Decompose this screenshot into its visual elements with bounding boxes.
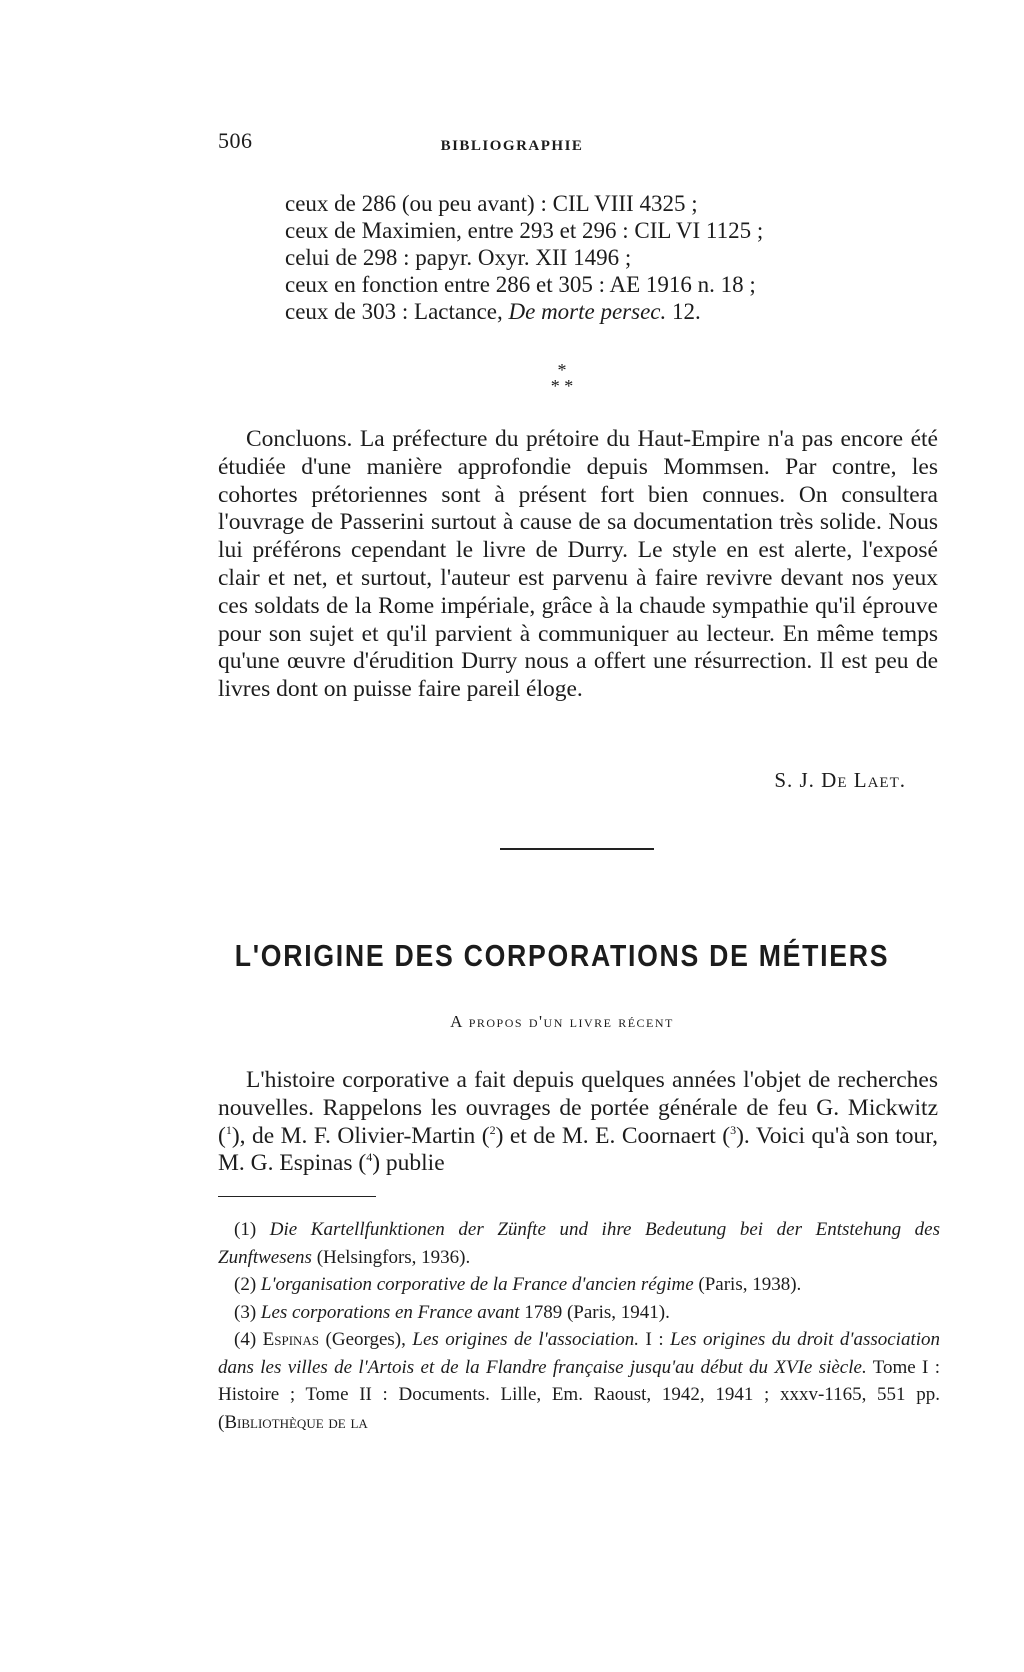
footnote-ref: 3 (730, 1122, 737, 1137)
footnote-title: Les origines de l'association. (412, 1329, 640, 1350)
intro-text: L'histoire corporative a fait depuis quelques années l'objet de recherches nouvelles. Rappelons les ouvrages de portée générale de feu G. Mickwitz (218, 1067, 938, 1121)
reference-line: ceux de 286 (ou peu avant) : CIL VIII 4325 ; (285, 191, 698, 216)
footnote-2 (218, 1271, 940, 1299)
intro-text: et de M. E. Coornaert (503, 1122, 723, 1149)
footnote-part: I : (639, 1329, 671, 1350)
footnote-author: Espinas (262, 1329, 320, 1350)
footnote-details: (Paris, 1938). (693, 1274, 802, 1295)
footnote-details: (Helsingfors, 1936). (311, 1246, 471, 1268)
footnote-author-rest: (Georges), (319, 1329, 413, 1350)
section-divider-rule (500, 848, 654, 850)
footnote-subtitle: Les origines du droit d'association dans les villes de l'Artois et de la Flandre française jusqu'au début du XVIe siècle. (218, 1329, 941, 1378)
author-signature: S. J. De Laet. (774, 768, 906, 792)
reference-italic-title: De morte persec. (508, 299, 667, 324)
asterism-divider (0, 362, 1024, 394)
footnote-ref: 4 (366, 1150, 373, 1165)
footnote-title: L'organisation corporative de la France d'ancien régime (260, 1274, 694, 1295)
footnote-number: (1) (234, 1219, 270, 1240)
conclusion-paragraph: Concluons. La préfecture du prétoire du Haut-Empire n'a pas encore été étudiée d'une manière approfondie depuis Mommsen. Par contre, les cohortes prétoriennes sont à présent fort bien connues. On consultera l'ouvrage de Passerini surtout à cause de sa documentation très solide. Nous lui préférons cependant le livre de Durry. Le style en est alerte, l'exposé clair et net, et surtout, l'auteur est parvenu à faire revivre devant nos yeux ces soldats de la Rome impériale, grâce à la chaude sympathie qu'il éprouve pour son sujet et qu'il parvient à communiquer au lecteur. En même temps qu'une œuvre d'érudition Durry nous a offert une résurrection. Il est peu de livres dont on puisse faire pareil éloge. (218, 426, 938, 703)
intro-text: , de M. F. Olivier-Martin (239, 1122, 482, 1149)
reference-line: ceux en fonction entre 286 et 305 : AE 1916 n. 18 ; (285, 272, 756, 297)
footnote-rule (218, 1196, 376, 1197)
footnote-3 (218, 1299, 940, 1327)
footnote-4 (218, 1326, 940, 1436)
asterism-bottom: * * (550, 376, 574, 396)
footnote-details: Tome I : Histoire ; Tome II : Documents. Lille, Em. Raoust, 1942, 1941 ; xxxv-1165, 551 pp. ( (218, 1356, 940, 1433)
footnote-ref: 1 (225, 1122, 232, 1137)
footnote-number: (3) (234, 1301, 261, 1323)
reference-line-last (285, 298, 885, 325)
footnote-number: (2) (234, 1274, 261, 1295)
intro-text: . Voici qu'à son tour, M. G. Espinas (218, 1122, 938, 1177)
article-subtitle: A propos d'un livre récent (450, 1012, 674, 1031)
running-head: BIBLIOGRAPHIE (440, 138, 584, 154)
asterism-top: * (557, 360, 567, 380)
footnote-series: Bibliothèque de la (224, 1411, 368, 1433)
reference-suffix: 12. (666, 299, 701, 324)
footnote-title: Les corporations en France avant (260, 1301, 520, 1323)
footnote-title: Die Kartellfunktionen der Zünfte und ihre Bedeutung bei der Entstehung des Zunftwesens (218, 1219, 940, 1268)
footnote-1 (218, 1216, 940, 1271)
footnote-ref: 2 (489, 1122, 496, 1137)
intro-text: publie (380, 1150, 445, 1177)
article-intro-paragraph: L'histoire corporative a fait depuis quelques années l'objet de recherches nouvelles. Rappelons les ouvrages de portée générale de feu G. Mickwitz ($^1$), de M. F. Olivier-Martin ($^2$) et de M. E. Coornaert ($^3$). Voici qu'à son tour, M. G. Espinas ($^4$) publie (218, 1067, 938, 1177)
footnotes (218, 1216, 940, 1436)
article-title: L'ORIGINE DES CORPORATIONS DE MÉTIERS (234, 938, 890, 973)
page-number: 506 (218, 128, 253, 153)
reference-list (285, 190, 885, 325)
footnote-number: (4) (234, 1329, 263, 1350)
footnote-details: 1789 (Paris, 1941). (519, 1301, 670, 1323)
reference-line: ceux de Maximien, entre 293 et 296 : CIL VI 1125 ; (285, 218, 764, 243)
reference-line: celui de 298 : papyr. Oxyr. XII 1496 ; (285, 245, 632, 270)
reference-prefix: ceux de 303 : Lactance, (285, 299, 509, 324)
